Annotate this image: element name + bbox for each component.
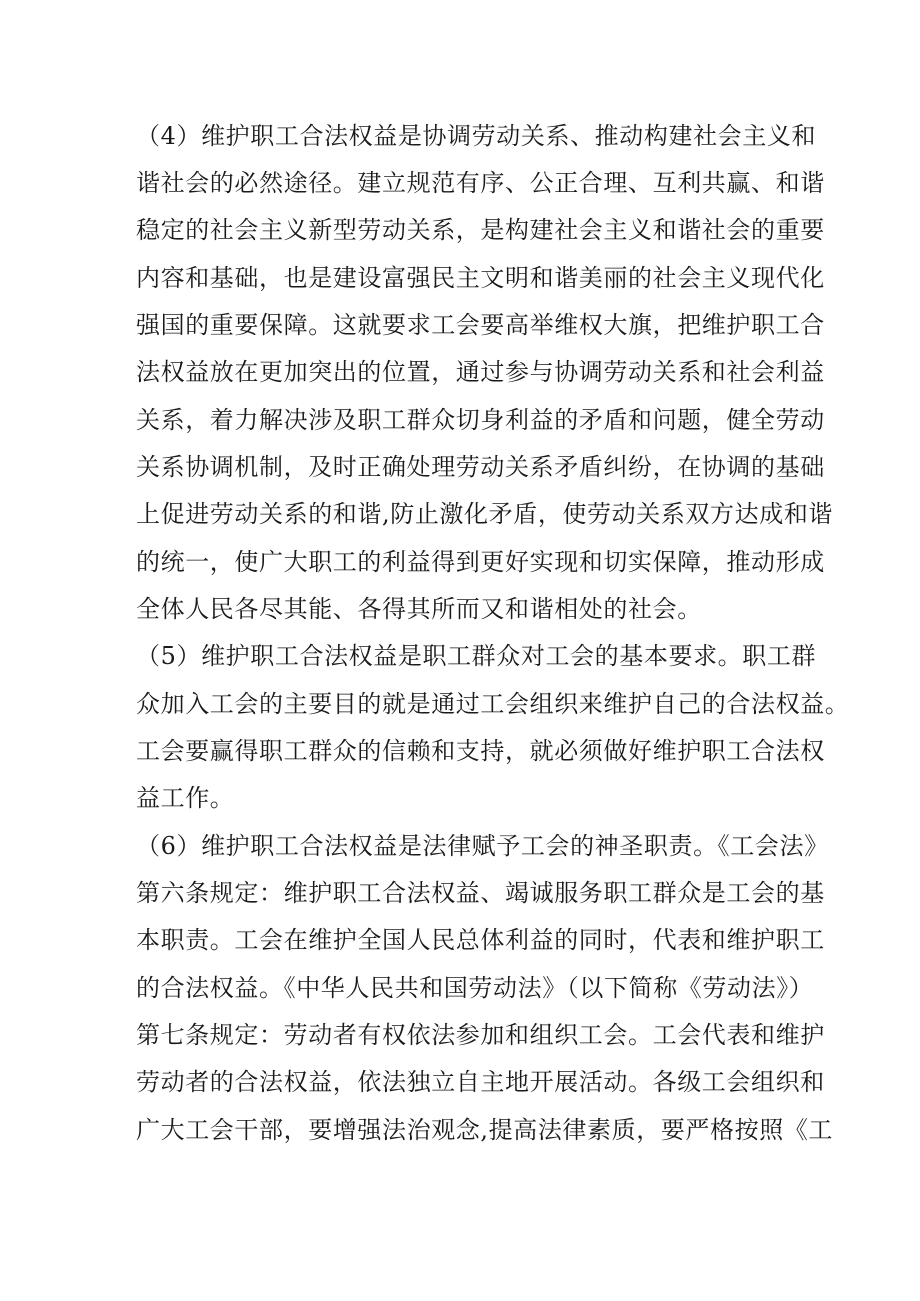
paragraph-6-line: 第六条规定：维护职工合法权益、竭诚服务职工群众是工会的基 xyxy=(136,879,825,907)
paragraph-4-line: 谐社会的必然途径。建立规范有序、公正合理、互利共赢、和谐 xyxy=(136,169,825,197)
paragraph-4-line: 法权益放在更加突出的位置，通过参与协调劳动关系和社会利益 xyxy=(136,358,825,386)
paragraph-4-line: 全体人民各尽其能、各得其所而又和谐相处的社会。 xyxy=(136,595,702,623)
paragraph-4-line: 强国的重要保障。这就要求工会要高举维权大旗，把维护职工合 xyxy=(136,311,825,339)
paragraph-6-line: 劳动者的合法权益，依法独立自主地开展活动。各级工会组织和 xyxy=(136,1068,825,1096)
paragraph-5-line: 益工作。 xyxy=(136,784,235,812)
paragraph-4-line: （4）维护职工合法权益是协调劳动关系、推动构建社会主义和 xyxy=(136,122,817,150)
paragraph-4-line: 关系协调机制，及时正确处理劳动关系矛盾纠纷，在协调的基础 xyxy=(136,453,825,481)
paragraph-5-line: 工会要赢得职工群众的信赖和支持，就必须做好维护职工合法权 xyxy=(136,737,825,765)
paragraph-6-line: 广大工会干部，要增强法治观念,提高法律素质，要严格按照《工 xyxy=(136,1116,834,1144)
paragraph-4-line: 稳定的社会主义新型劳动关系，是构建社会主义和谐社会的重要 xyxy=(136,216,825,244)
paragraph-6-line: 本职责。工会在维护全国人民总体利益的同时，代表和维护职工 xyxy=(136,926,825,954)
paragraph-6-line: 的合法权益。《中华人民共和国劳动法》（以下简称《劳动法》） xyxy=(136,974,814,1002)
paragraph-4-line: 上促进劳动关系的和谐,防止激化矛盾，使劳动关系双方达成和谐 xyxy=(136,500,834,528)
paragraph-4-line: 内容和基础，也是建设富强民主文明和谐美丽的社会主义现代化 xyxy=(136,264,825,292)
paragraph-4-line: 关系，着力解决涉及职工群众切身利益的矛盾和问题，健全劳动 xyxy=(136,406,825,434)
paragraph-6-line: 第七条规定：劳动者有权依法参加和组织工会。工会代表和维护 xyxy=(136,1021,825,1049)
paragraph-5-line: 众加入工会的主要目的就是通过工会组织来维护自己的合法权益。 xyxy=(136,690,850,718)
paragraph-4-line: 的统一，使广大职工的利益得到更好实现和切实保障，推动形成 xyxy=(136,548,825,576)
paragraph-5-line: （5）维护职工合法权益是职工群众对工会的基本要求。职工群 xyxy=(136,642,817,670)
paragraph-6-line: （6）维护职工合法权益是法律赋予工会的神圣职责。《工会法》 xyxy=(136,832,829,860)
